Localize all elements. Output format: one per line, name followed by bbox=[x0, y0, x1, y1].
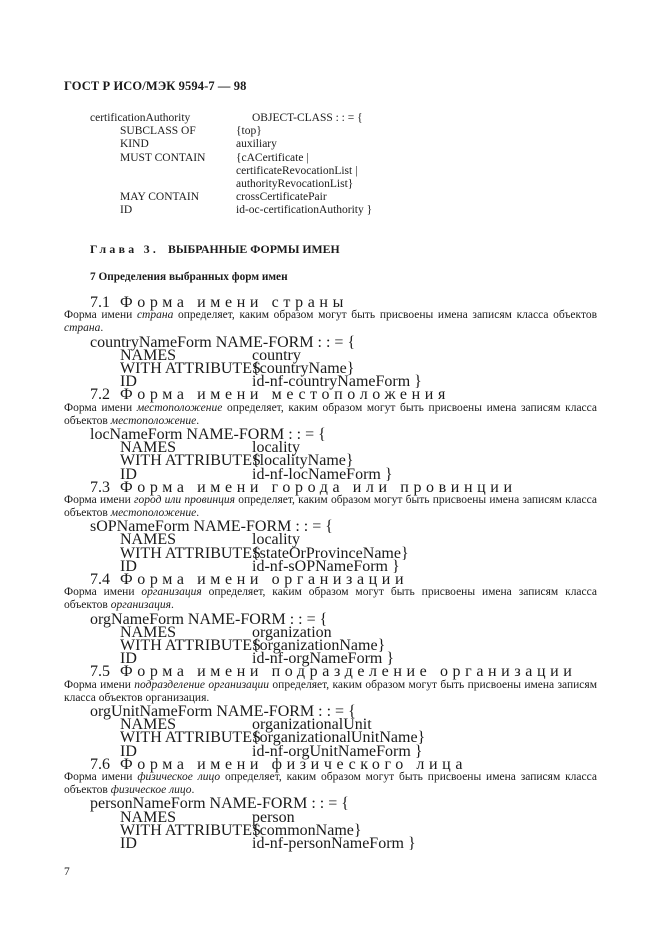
code-key: certificationAuthority bbox=[90, 112, 191, 124]
subsection-title-text: Форма имени физического лица bbox=[120, 755, 468, 773]
paragraph-text: определяет, каким образом могут быть присвоены имена записям класса объектов bbox=[64, 493, 597, 520]
paragraph-text: . bbox=[191, 784, 195, 797]
code-key: WITH ATTRIBUTES bbox=[120, 821, 261, 839]
declaration-text: personNameForm NAME-FORM : : = { bbox=[90, 795, 349, 813]
code-value: id-nf-countryNameForm } bbox=[252, 373, 422, 391]
paragraph-text: Форма имени bbox=[64, 770, 138, 783]
paragraph-text: Форма имени bbox=[64, 309, 137, 322]
code-key: ID bbox=[120, 557, 137, 575]
page-header: ГОСТ Р ИСО/МЭК 9594-7 — 98 bbox=[64, 79, 247, 93]
code-key: KIND bbox=[120, 138, 149, 151]
name-form-declaration bbox=[0, 333, 661, 351]
code-value: person bbox=[252, 808, 295, 826]
code-line bbox=[0, 834, 661, 852]
paragraph-text: определяет, каким образом могут быть присвоены имена записям класса объектов bbox=[64, 401, 597, 427]
code-value: locality bbox=[252, 439, 300, 457]
paragraph-text: Форма имени bbox=[64, 586, 142, 599]
code-line bbox=[0, 125, 661, 138]
declaration-text: locNameForm NAME-FORM : : = { bbox=[90, 425, 326, 443]
subsection-number: 7.6 bbox=[90, 755, 110, 773]
code-key: ID bbox=[120, 742, 137, 760]
code-key: WITH ATTRIBUTES bbox=[120, 729, 261, 747]
paragraph bbox=[0, 309, 661, 335]
code-key: ID bbox=[120, 465, 137, 483]
code-value: id-oc-certificationAuthority } bbox=[236, 204, 373, 217]
code-value: id-nf-orgNameForm } bbox=[252, 650, 395, 668]
code-value: country bbox=[252, 346, 301, 364]
code-value: {top} bbox=[236, 125, 262, 138]
code-key: NAMES bbox=[120, 346, 177, 364]
code-value: id-nf-sOPNameForm } bbox=[252, 557, 400, 575]
paragraph-text: определяет, каким образом могут быть присвоены имена записям класса объектов bbox=[64, 586, 597, 612]
paragraph-emphasis: страна bbox=[136, 309, 174, 322]
code-key: MUST CONTAIN bbox=[120, 151, 206, 164]
paragraph-text: . bbox=[196, 507, 200, 520]
subsection-number: 7.1 bbox=[90, 294, 110, 311]
code-key: MAY CONTAIN bbox=[120, 191, 200, 204]
code-line bbox=[0, 112, 661, 125]
code-value: {organizationName} bbox=[252, 637, 386, 654]
code-value: OBJECT-CLASS : : = { bbox=[252, 112, 363, 124]
sections-flow bbox=[0, 296, 661, 850]
code-value: id-nf-personNameForm } bbox=[252, 834, 416, 852]
code-value: auxiliary bbox=[236, 138, 277, 151]
subsection-number: 7.3 bbox=[90, 478, 110, 496]
code-value: id-nf-orgUnitNameForm } bbox=[252, 742, 423, 760]
paragraph-emphasis: физическое лицо bbox=[137, 770, 221, 783]
code-line bbox=[0, 165, 661, 178]
paragraph bbox=[0, 402, 661, 428]
code-value: {commonName} bbox=[252, 821, 362, 839]
chapter-heading bbox=[90, 242, 340, 257]
code-key: ID bbox=[120, 373, 137, 391]
section-heading: 7 Определения выбранных форм имен bbox=[90, 271, 288, 283]
paragraph-text: Форма имени bbox=[64, 493, 135, 506]
subsection-title-text: Форма имени страны bbox=[120, 294, 348, 311]
code-key: WITH ATTRIBUTES bbox=[120, 359, 261, 377]
code-value: crossCertificatePair bbox=[236, 191, 327, 204]
code-value: authorityRevocationList} bbox=[236, 177, 354, 190]
paragraph bbox=[0, 494, 661, 520]
code-key: SUBCLASS OF bbox=[120, 125, 196, 138]
declaration-text: sOPNameForm NAME-FORM : : = { bbox=[90, 518, 333, 536]
paragraph-text: . bbox=[100, 322, 104, 335]
code-key: ID bbox=[120, 834, 137, 852]
paragraph-text: определяет, каким образом могут быть присвоены имена записям класса объектов организация. bbox=[64, 678, 597, 704]
code-value: locality bbox=[252, 531, 300, 549]
paragraph-emphasis: местоположение bbox=[110, 507, 197, 520]
code-key: NAMES bbox=[120, 439, 177, 457]
subsection-title-text: Форма имени города или провинции bbox=[120, 478, 517, 496]
paragraph-text: определяет, каким образом могут быть присвоены имена записям класса объектов bbox=[173, 309, 598, 322]
code-key: WITH ATTRIBUTES bbox=[120, 637, 261, 654]
paragraph-text: . bbox=[171, 599, 174, 612]
name-form-declaration bbox=[0, 518, 661, 536]
paragraph bbox=[0, 771, 661, 797]
code-value: id-nf-locNameForm } bbox=[252, 465, 393, 483]
code-key: ID bbox=[120, 204, 133, 217]
paragraph-emphasis: город или провинция bbox=[134, 493, 235, 506]
certification-authority-block bbox=[0, 112, 661, 218]
code-key: WITH ATTRIBUTES bbox=[120, 452, 261, 470]
name-form-declaration bbox=[0, 795, 661, 813]
paragraph-text: . bbox=[196, 414, 200, 427]
name-form-declaration bbox=[0, 425, 661, 443]
subsection-number: 7.2 bbox=[90, 386, 110, 404]
code-key: WITH ATTRIBUTES bbox=[120, 544, 261, 562]
subsection-title-text: Форма имени организации bbox=[120, 571, 409, 589]
subsection-title bbox=[0, 478, 661, 496]
paragraph-emphasis: местоположение bbox=[136, 401, 223, 414]
subsection-title bbox=[0, 571, 661, 589]
paragraph-text: Форма имени bbox=[64, 678, 135, 691]
paragraph-text: Форма имени bbox=[64, 401, 137, 414]
code-key: NAMES bbox=[120, 531, 177, 549]
code-key: NAMES bbox=[120, 808, 177, 826]
paragraph bbox=[0, 679, 661, 705]
paragraph-emphasis: страна bbox=[64, 322, 101, 335]
page-number: 7 bbox=[64, 866, 70, 878]
paragraph-emphasis: физическое лицо bbox=[110, 784, 192, 797]
paragraph-emphasis: организация bbox=[110, 599, 172, 612]
code-line bbox=[0, 178, 661, 191]
declaration-text: orgUnitNameForm NAME-FORM : : = { bbox=[90, 702, 356, 720]
code-value: organizationalUnit bbox=[252, 716, 372, 734]
code-line bbox=[0, 191, 661, 204]
code-value: {organizationalUnitName} bbox=[252, 729, 426, 747]
code-key: ID bbox=[120, 650, 137, 668]
subsection-title bbox=[0, 296, 661, 309]
code-line bbox=[0, 138, 661, 151]
paragraph bbox=[0, 586, 661, 612]
code-line bbox=[0, 152, 661, 165]
subsection-title-text: Форма имени местоположения bbox=[120, 386, 450, 404]
subsection-title bbox=[0, 663, 661, 681]
subsection-title-text: Форма имени подразделение организации bbox=[120, 663, 577, 681]
declaration-text: orgNameForm NAME-FORM : : = { bbox=[90, 610, 328, 628]
code-value: {stateOrProvinceName} bbox=[252, 544, 409, 562]
paragraph-emphasis: местоположение bbox=[110, 414, 197, 427]
code-value: certificateRevocationList | bbox=[236, 164, 358, 177]
subsection-number: 7.4 bbox=[90, 571, 110, 589]
code-value: {countryName} bbox=[252, 359, 355, 377]
subsection-title bbox=[0, 755, 661, 773]
paragraph-emphasis: подразделение организации bbox=[134, 678, 270, 691]
code-value: organization bbox=[252, 623, 332, 641]
code-line bbox=[0, 204, 661, 217]
subsection-title bbox=[0, 386, 661, 404]
paragraph-text: определяет, каким образом могут быть присвоены имена записям класса объектов bbox=[64, 770, 597, 797]
subsection-number: 7.5 bbox=[90, 663, 110, 681]
declaration-text: countryNameForm NAME-FORM : : = { bbox=[90, 333, 356, 351]
code-key: NAMES bbox=[120, 716, 177, 734]
chapter-prefix: Глава 3. bbox=[90, 242, 160, 256]
code-key: NAMES bbox=[120, 623, 177, 641]
chapter-title: ВЫБРАННЫЕ ФОРМЫ ИМЕН bbox=[168, 242, 340, 256]
code-value: {cACertificate | bbox=[236, 151, 309, 164]
paragraph-emphasis: организация bbox=[141, 586, 202, 599]
code-value: {localityName} bbox=[252, 452, 354, 470]
